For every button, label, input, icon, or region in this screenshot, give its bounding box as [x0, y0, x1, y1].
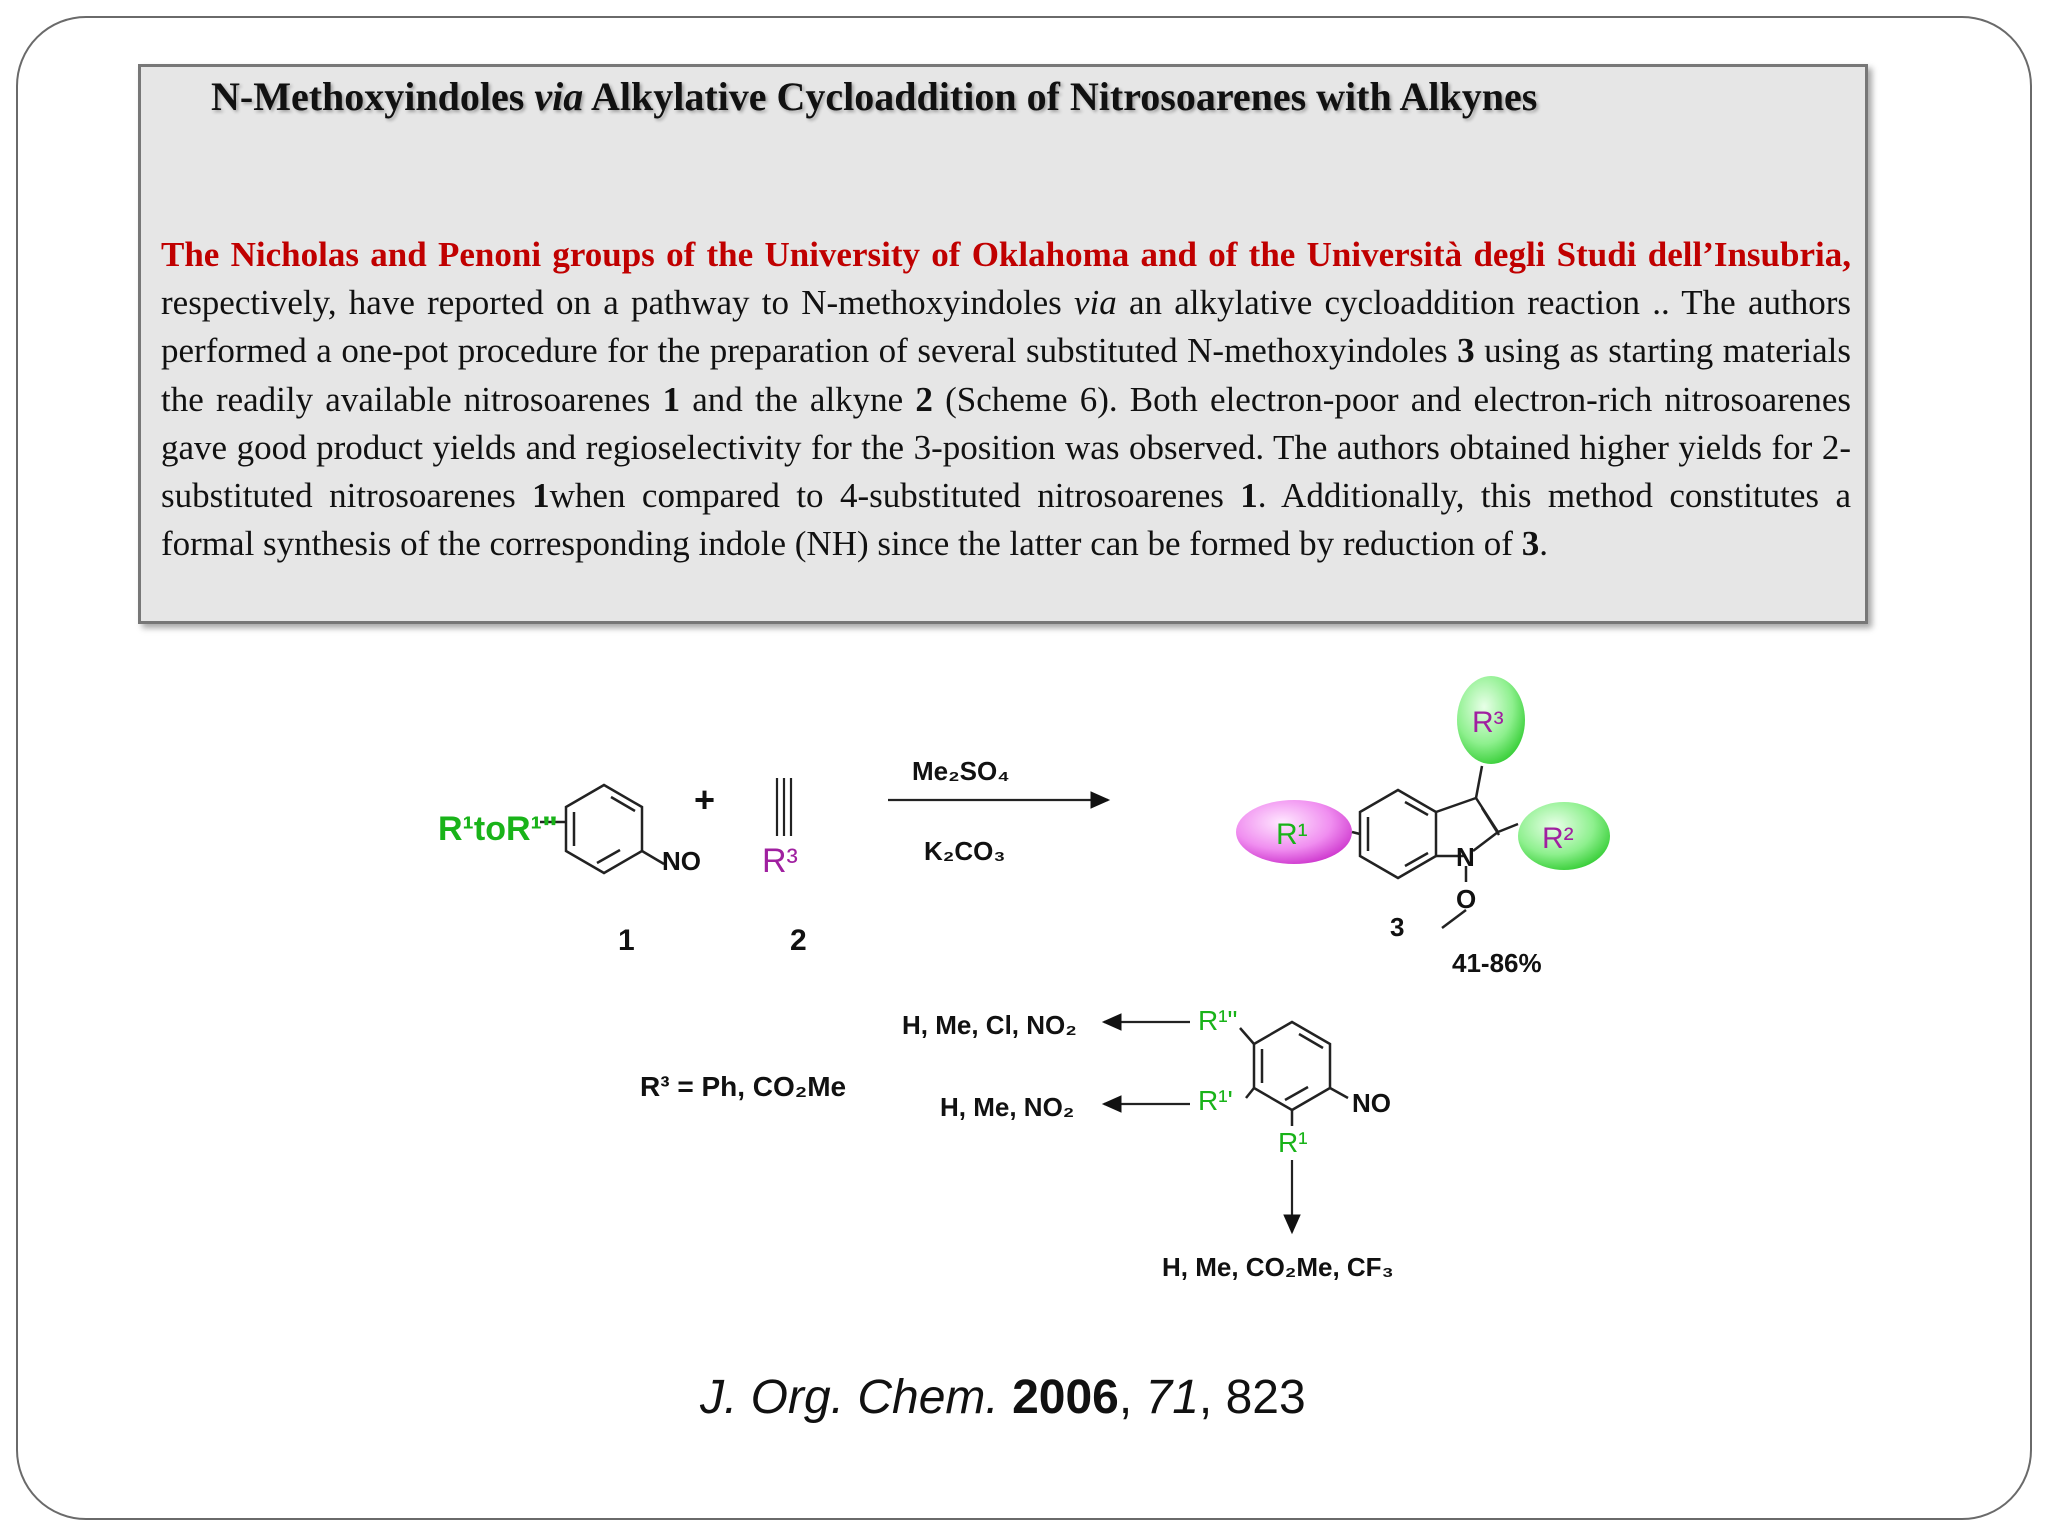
yield-label: 41-86%	[1452, 948, 1542, 978]
substituent-ring	[1240, 1022, 1348, 1126]
product-r3-label: R³	[1472, 706, 1504, 739]
body-highlight: The Nicholas and Penoni groups of the University of Oklahoma and of the Università degli Studi dell’Insubria,	[161, 235, 1851, 274]
citation-pages: 823	[1225, 1371, 1306, 1424]
body-span: using as starting materials the readily available nitrosoarenes	[161, 331, 1851, 419]
compound-label-2: 2	[790, 924, 807, 957]
reactant-1-substituent-label: R¹toR¹"	[438, 810, 558, 848]
compound-ref: 1	[662, 379, 681, 419]
alkyne-r3-label: R³	[762, 842, 798, 880]
body-span: .	[1539, 524, 1548, 564]
citation-volume: 71	[1145, 1371, 1199, 1424]
plus-sign: +	[694, 779, 716, 820]
product-o-label: O	[1456, 884, 1477, 914]
body-span: respectively, have reported on a pathway to N-methoxyindoles	[161, 283, 1074, 323]
compound-label-3: 3	[1390, 912, 1405, 942]
sub-bottom-list: H, Me, CO₂Me, CF₃	[1162, 1252, 1394, 1282]
citation: J. Org. Chem. 2006, 71, 823	[700, 1371, 1306, 1424]
compound-ref: 1	[532, 476, 550, 516]
r3-definition: R³ = Ph, CO₂Me	[640, 1071, 847, 1102]
body-span: when compared to 4-substituted nitrosoarenes	[549, 476, 1241, 516]
compound-ref: 3	[1521, 524, 1540, 564]
citation-journal: J. Org. Chem.	[700, 1371, 999, 1424]
sub-r1-mid-label: R¹'	[1198, 1085, 1233, 1116]
reagent-top: Me₂SO₄	[912, 756, 1010, 786]
reactant-1-no-label: NO	[662, 846, 701, 876]
title-part: Alkylative Cycloaddition of Nitrosoarenes with Alkynes	[583, 74, 1538, 119]
product-n-label: N	[1456, 842, 1475, 872]
reagent-bottom: K₂CO₃	[924, 836, 1006, 866]
product-r1-label: R¹	[1276, 818, 1308, 851]
reactant-1-structure	[540, 785, 664, 873]
title-part: N-Methoxyindoles	[211, 74, 535, 119]
sub-r1-bottom-label: R¹	[1278, 1127, 1308, 1158]
product-r2-label: R²	[1542, 822, 1574, 855]
sub-top-list: H, Me, Cl, NO₂	[902, 1010, 1077, 1040]
compound-label-1: 1	[618, 924, 635, 957]
body-italic: via	[1074, 283, 1117, 323]
sub-r1-top-label: R¹"	[1198, 1005, 1238, 1036]
compound-ref: 2	[915, 379, 933, 419]
alkyne-structure	[777, 778, 791, 836]
sub-no-label: NO	[1352, 1088, 1391, 1118]
title-italic: via	[534, 74, 584, 119]
product-3-structure	[1352, 766, 1518, 928]
body-span: and the alkyne	[680, 379, 916, 419]
compound-ref: 3	[1457, 331, 1475, 371]
body-span: an alkylative cycloaddition reaction .. The authors performed a one-pot procedure for the preparation of several substituted N-methoxyindoles	[161, 283, 1851, 371]
body-span: (Scheme 6). Both electron-poor and electron-rich nitrosoarenes gave good product yields and regioselectivity for the 3-position was observed. The authors obtained higher yields for 2-substituted nitrosoarenes	[161, 379, 1852, 516]
citation-year: 2006	[1012, 1371, 1119, 1424]
sub-mid-list: H, Me, NO₂	[940, 1092, 1075, 1122]
compound-ref: 1	[1240, 476, 1258, 516]
body-span: . Additionally, this method constitutes a formal synthesis of the corresponding indole (NH) since the latter can be formed by reduction of	[161, 476, 1851, 564]
